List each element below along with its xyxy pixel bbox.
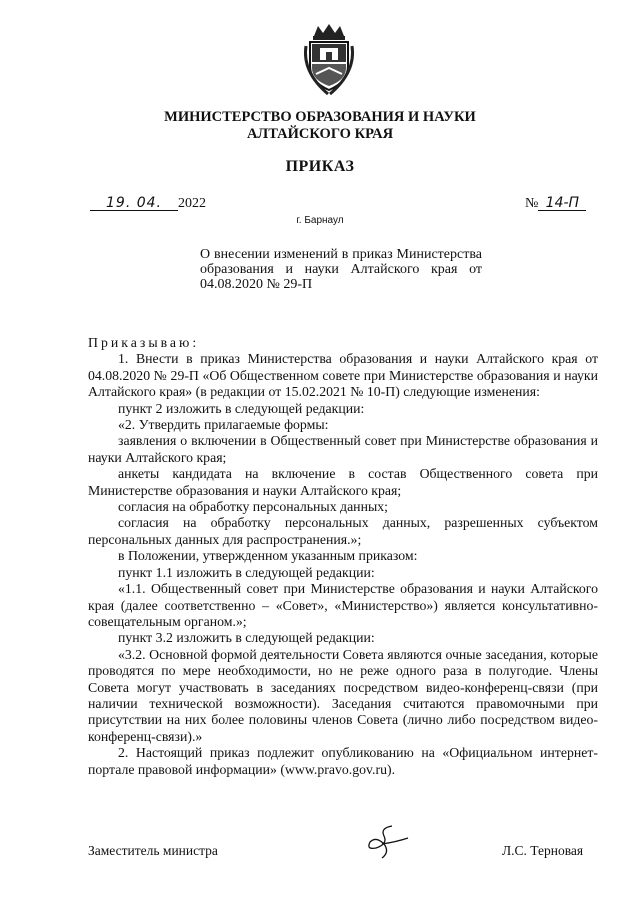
- paragraph: «3.2. Основной формой деятельности Совета являются очные заседания, которые проводятся по мере необходимости, но не реже одного раза в полугодие. Члены Совета могут участвовать в заседаниях посредством видео-конференц-связи (при наличии технической возможности). Заседания считаются правомочными при присутствии на них более половины членов Совета (лично либо посредством видео-конференц-связи).»: [88, 646, 598, 744]
- order-subject: О внесении изменений в приказ Министерства образования и науки Алтайского края от 04.08.2020 № 29-П: [200, 247, 482, 292]
- paragraph: пункт 1.1 изложить в следующей редакции:: [118, 564, 375, 580]
- paragraph: анкеты кандидата на включение в состав Общественного совета при Министерстве образования и науки Алтайского края;: [88, 466, 598, 498]
- handwritten-number: 14-П: [538, 196, 586, 211]
- order-intro: Приказываю:: [88, 335, 200, 350]
- number-sign: №: [525, 196, 539, 211]
- order-date: [90, 196, 206, 212]
- paragraph: 2. Настоящий приказ подлежит опубликованию на «Официальном интернет-портале правовой информации» (www.pravo.gov.ru).: [88, 745, 598, 777]
- paragraph: согласия на обработку персональных данных, разрешенных субъектом персональных данных для распространения.»;: [88, 515, 598, 547]
- signer-position: Заместитель министра: [88, 843, 218, 858]
- paragraph: в Положении, утвержденном указанным приказом:: [118, 548, 418, 564]
- paragraph: пункт 3.2 изложить в следующей редакции:: [118, 630, 375, 646]
- paragraph: пункт 2 изложить в следующей редакции:: [118, 400, 365, 416]
- paragraph: 1. Внести в приказ Министерства образования и науки Алтайского края от 04.08.2020 № 29-П «Об Общественном совете при Министерстве образования и науки Алтайского края» (в редакции от 15.02.2021 № 10-П) следующие изменения:: [88, 351, 598, 400]
- coat-of-arms-icon: [300, 22, 358, 96]
- ministry-name-line2: АЛТАЙСКОГО КРАЯ: [246, 126, 394, 142]
- document-type-title: ПРИКАЗ: [285, 158, 355, 175]
- signature-icon: [362, 822, 410, 860]
- order-body: [88, 335, 598, 778]
- city-label: г. Барнаул: [296, 215, 344, 226]
- order-year: 2022: [178, 196, 206, 211]
- paragraph: согласия на обработку персональных данных;: [118, 499, 388, 515]
- handwritten-date: 19. 04.: [90, 196, 178, 211]
- order-number: [525, 196, 586, 212]
- ministry-name-line1: МИНИСТЕРСТВО ОБРАЗОВАНИЯ И НАУКИ: [164, 109, 476, 125]
- paragraph: «1.1. Общественный совет при Министерстве образования и науки Алтайского края (далее соответственно – «Совет», «Министерство») является консультативно-совещательным органом.»;: [88, 581, 598, 629]
- paragraph: «2. Утвердить прилагаемые формы:: [118, 417, 329, 433]
- signer-name: Л.С. Терновая: [502, 843, 584, 858]
- paragraph: заявления о включении в Общественный совет при Министерстве образования и науки Алтайского края;: [88, 433, 598, 465]
